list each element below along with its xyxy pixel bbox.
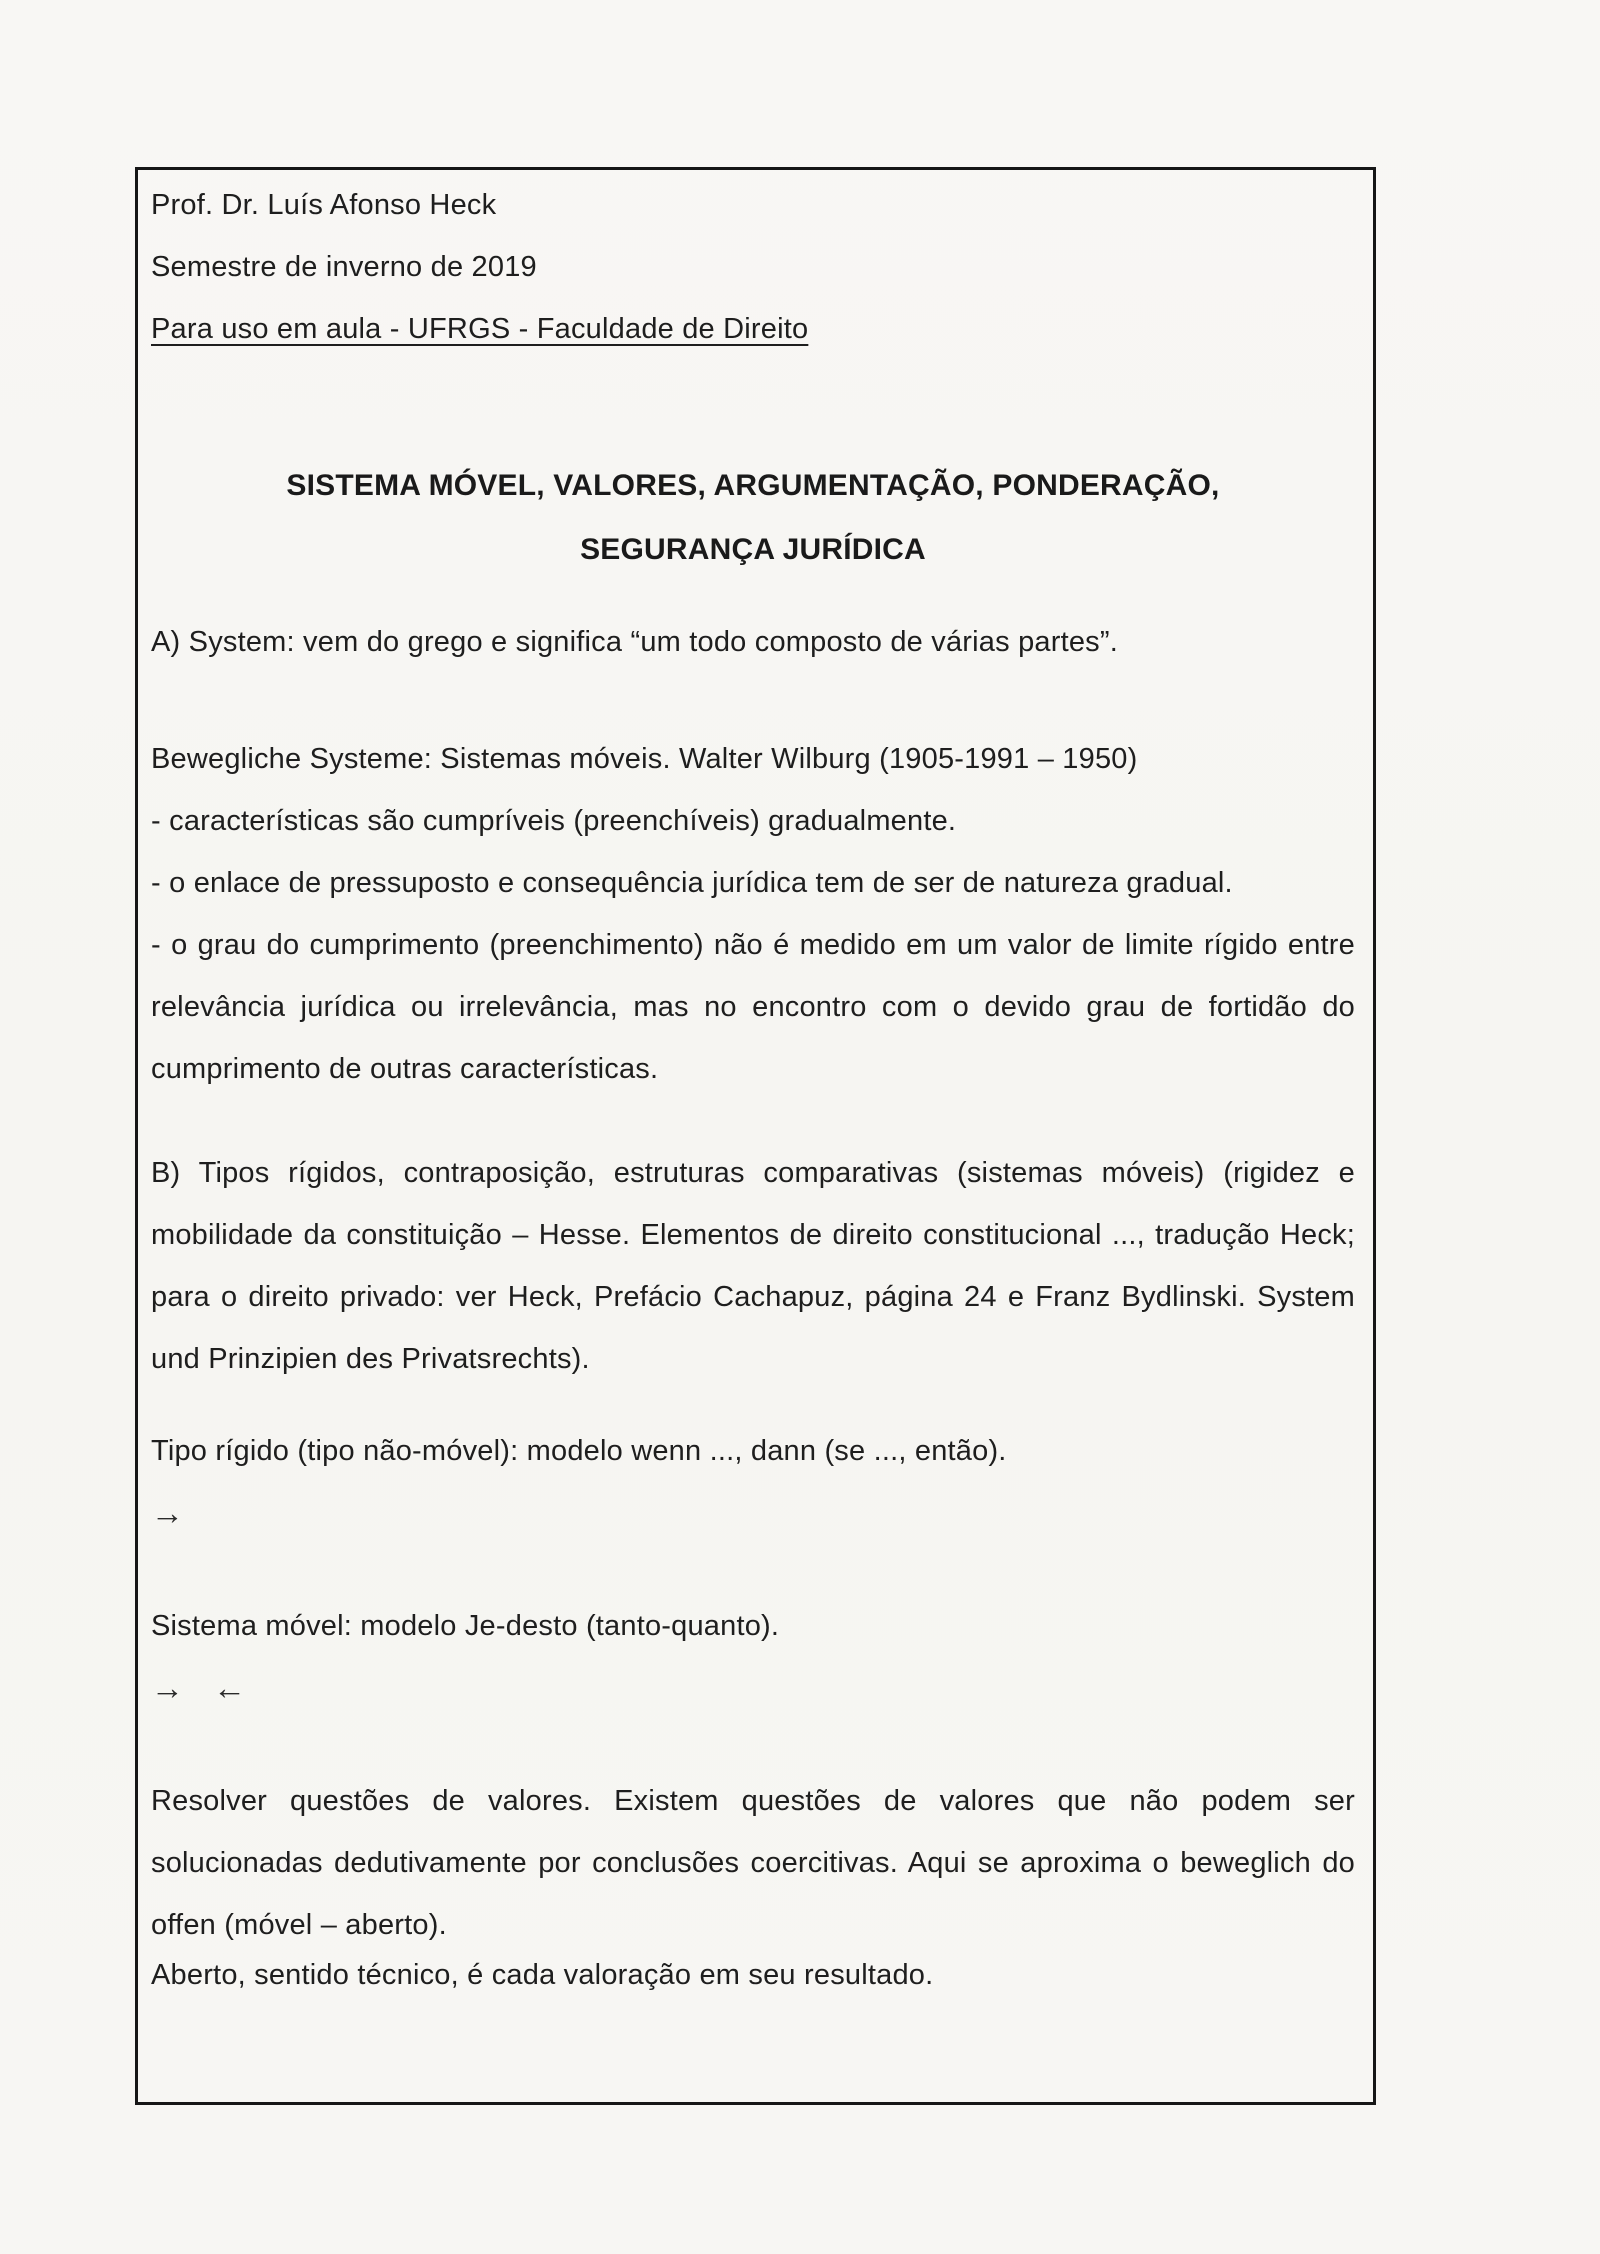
- aberto-line: Aberto, sentido técnico, é cada valoração em seu resultado.: [151, 1959, 934, 1991]
- opposing-arrows-icon: → ←: [151, 1669, 257, 1706]
- right-arrow-icon: →: [151, 1494, 194, 1531]
- paragraph-b-tipos-rigidos: B) Tipos rígidos, contraposição, estruturas comparativas (sistemas móveis) (rigidez e mobilidade da constituição – Hesse. Elementos de direito constitucional ..., tradução Heck; para o direito privado: ver Heck, Prefácio Cachapuz, página 24 e Franz Bydlinski. System und Prinzipien des Privatsrechts).: [151, 1157, 1355, 1375]
- header-semester: Semestre de inverno de 2019: [151, 251, 537, 283]
- document-title: [151, 454, 1355, 582]
- section-bewegliche: [151, 728, 1355, 1100]
- header-usage-note-text: Para uso em aula - UFRGS - Faculdade de Direito: [151, 313, 809, 345]
- section-sistema-movel: [151, 1595, 1355, 1719]
- document-border-frame: [135, 167, 1376, 2105]
- title-line-1: SISTEMA MÓVEL, VALORES, ARGUMENTAÇÃO, PONDERAÇÃO,: [286, 469, 1220, 502]
- title-line-2: SEGURANÇA JURÍDICA: [580, 533, 926, 566]
- document-header: [151, 174, 1355, 360]
- section-resolver: [151, 1770, 1355, 2006]
- bullet-enlace: - o enlace de pressuposto e consequência jurídica tem de ser de natureza gradual.: [151, 867, 1233, 899]
- section-tipo-rigido: [151, 1420, 1355, 1544]
- header-author: Prof. Dr. Luís Afonso Heck: [151, 189, 497, 221]
- paragraph-a-system: A) System: vem do grego e significa “um todo composto de várias partes”.: [151, 626, 1118, 658]
- header-usage-note: [151, 298, 1355, 360]
- bullet-grau-cumprimento: - o grau do cumprimento (preenchimento) não é medido em um valor de limite rígido entre relevância jurídica ou irrelevância, mas no encontro com o devido grau de fortidão do cumprimento de outras características.: [151, 929, 1355, 1085]
- resolver-paragraph: Resolver questões de valores. Existem questões de valores que não podem ser solucionadas dedutivamente por conclusões coercitivas. Aqui se aproxima o beweglich do offen (móvel – aberto).: [151, 1785, 1355, 1941]
- bullet-caracteristicas: - características são cumpríveis (preenchíveis) gradualmente.: [151, 805, 957, 837]
- bewegliche-intro: Bewegliche Systeme: Sistemas móveis. Walter Wilburg (1905-1991 – 1950): [151, 743, 1138, 775]
- sistema-movel-line: Sistema móvel: modelo Je-desto (tanto-quanto).: [151, 1610, 780, 1642]
- tipo-rigido-line: Tipo rígido (tipo não-móvel): modelo wenn ..., dann (se ..., então).: [151, 1435, 1007, 1467]
